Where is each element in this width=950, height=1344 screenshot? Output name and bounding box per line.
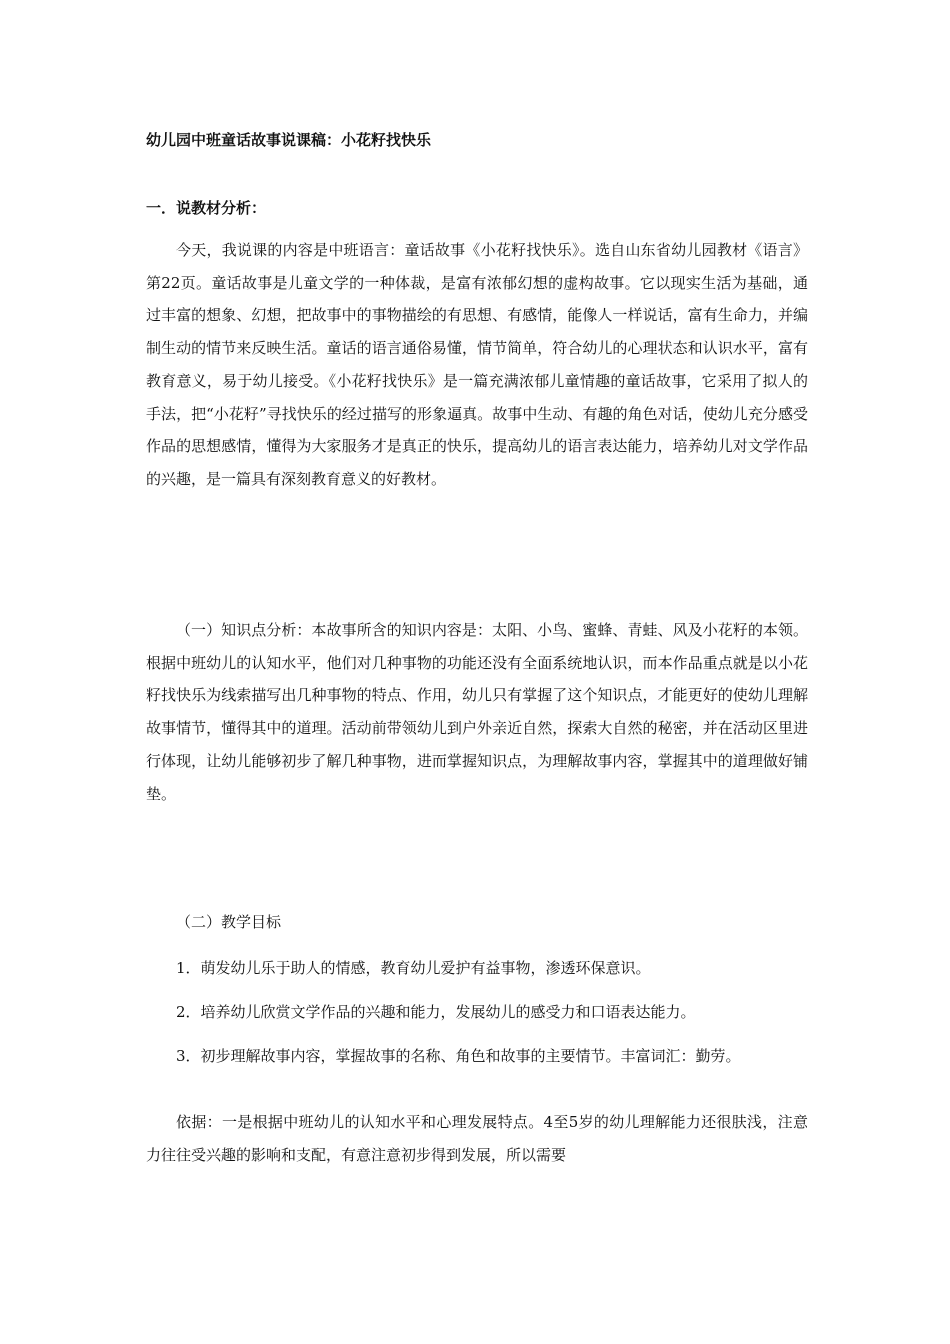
goal-item: 1．萌发幼儿乐于助人的情感，教育幼儿爱护有益事物，渗透环保意识。 [176, 959, 651, 977]
paragraph-knowledge-analysis: （一）知识点分析：本故事所含的知识内容是：太阳、小鸟、蜜蜂、青蛙、风及小花籽的本领。根据中班幼儿的认知水平，他们对几种事物的功能还没有全面系统地认识，而本作品重点就是以小花籽找快乐为线索描写出几种事物的特点、作用，幼儿只有掌握了这个知识点，才能更好的使幼儿理解故事情节，懂得其中的道理。活动前带领幼儿到户外亲近自然，探索大自然的秘密，并在活动区里进行体现，让幼儿能够初步了解几种事物，进而掌握知识点，为理解故事内容，掌握其中的道理做好铺垫。 [146, 621, 808, 803]
paragraph-material-intro: 今天，我说课的内容是中班语言：童话故事《小花籽找快乐》。选自山东省幼儿园教材《语言》第22页。童话故事是儿童文学的一种体裁，是富有浓郁幻想的虚构故事。它以现实生活为基础，通过丰富的想象、幻想，把故事中的事物描绘的有思想、有感情，能像人一样说话，富有生命力，并编制生动的情节来反映生活。童话的语言通俗易懂，情节简单，符合幼儿的心理状态和认识水平，富有教育意义，易于幼儿接受。《小花籽找快乐》是一篇充满浓郁儿童情趣的童话故事，它采用了拟人的手法，把“小花籽”寻找快乐的经过描写的形象逼真。故事中生动、有趣的角色对话，使幼儿充分感受作品的思想感情，懂得为大家服务才是真正的快乐，提高幼儿的语言表达能力，培养幼儿对文学作品的兴趣，是一篇具有深刻教育意义的好教材。 [146, 241, 808, 488]
section-heading-teaching-goals: （二）教学目标 [176, 913, 282, 931]
goal-item: 2．培养幼儿欣赏文学作品的兴趣和能力，发展幼儿的感受力和口语表达能力。 [176, 1003, 696, 1021]
goal-item: 3．初步理解故事内容，掌握故事的名称、角色和故事的主要情节。丰富词汇：勤劳。 [176, 1047, 741, 1065]
section-heading-material-analysis: 一．说教材分析： [146, 199, 267, 217]
paragraph-basis: 依据：一是根据中班幼儿的认知水平和心理发展特点。4至5岁的幼儿理解能力还很肤浅，注意力往往受兴趣的影响和支配，有意注意初步得到发展，所以需要 [146, 1113, 808, 1164]
document-title: 幼儿园中班童话故事说课稿：小花籽找快乐 [146, 131, 432, 149]
